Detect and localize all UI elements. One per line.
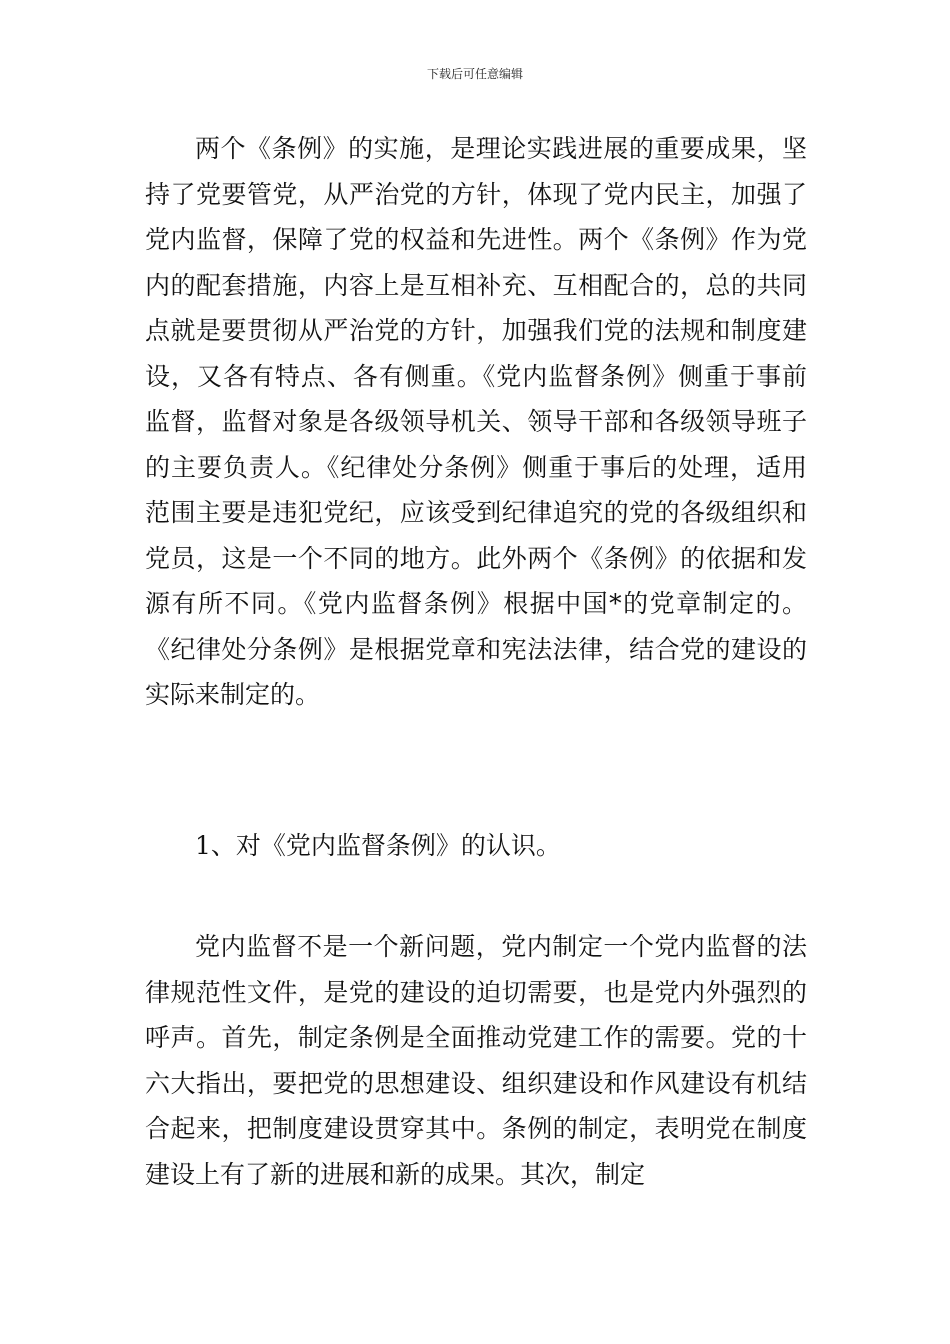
paragraph-party-supervision: 党内监督不是一个新问题，党内制定一个党内监督的法律规范性文件，是党的建设的迫切需要，也是党内外强烈的呼声。首先，制定条例是全面推动党建工作的需要。党的十六大指出，要把党的思想建设、组织建设和作风建设有机结合起来，把制度建设贯穿其中。条例的制定，表明党在制度建设上有了新的进展和新的成果。其次，制定 [145,932,807,1189]
paragraph-regulations-implementation: 两个《条例》的实施，是理论实践进展的重要成果，坚持了党要管党，从严治党的方针，体现了党内民主，加强了党内监督，保障了党的权益和先进性。两个《条例》作为党内的配套措施，内容上是互相补充、互相配合的，总的共同点就是要贯彻从严治党的方针，加强我们党的法规和制度建设，又各有特点、各有侧重。《党内监督条例》侧重于事前监督，监督对象是各级领导机关、领导干部和各级领导班子的主要负责人。《纪律处分条例》侧重于事后的处理，适用范围主要是违犯党纪，应该受到纪律追究的党的各级组织和党员，这是一个不同的地方。此外两个《条例》的依据和发源有所不同。《党内监督条例》根据中国*的党章制定的。《纪律处分条例》是根据党章和宪法法律，结合党的建设的实际来制定的。 [145,134,807,709]
page-header: 下载后可任意编辑 [426,67,523,81]
section-heading-supervision-regulation: 1、对《党内监督条例》的认识。 [195,831,561,860]
